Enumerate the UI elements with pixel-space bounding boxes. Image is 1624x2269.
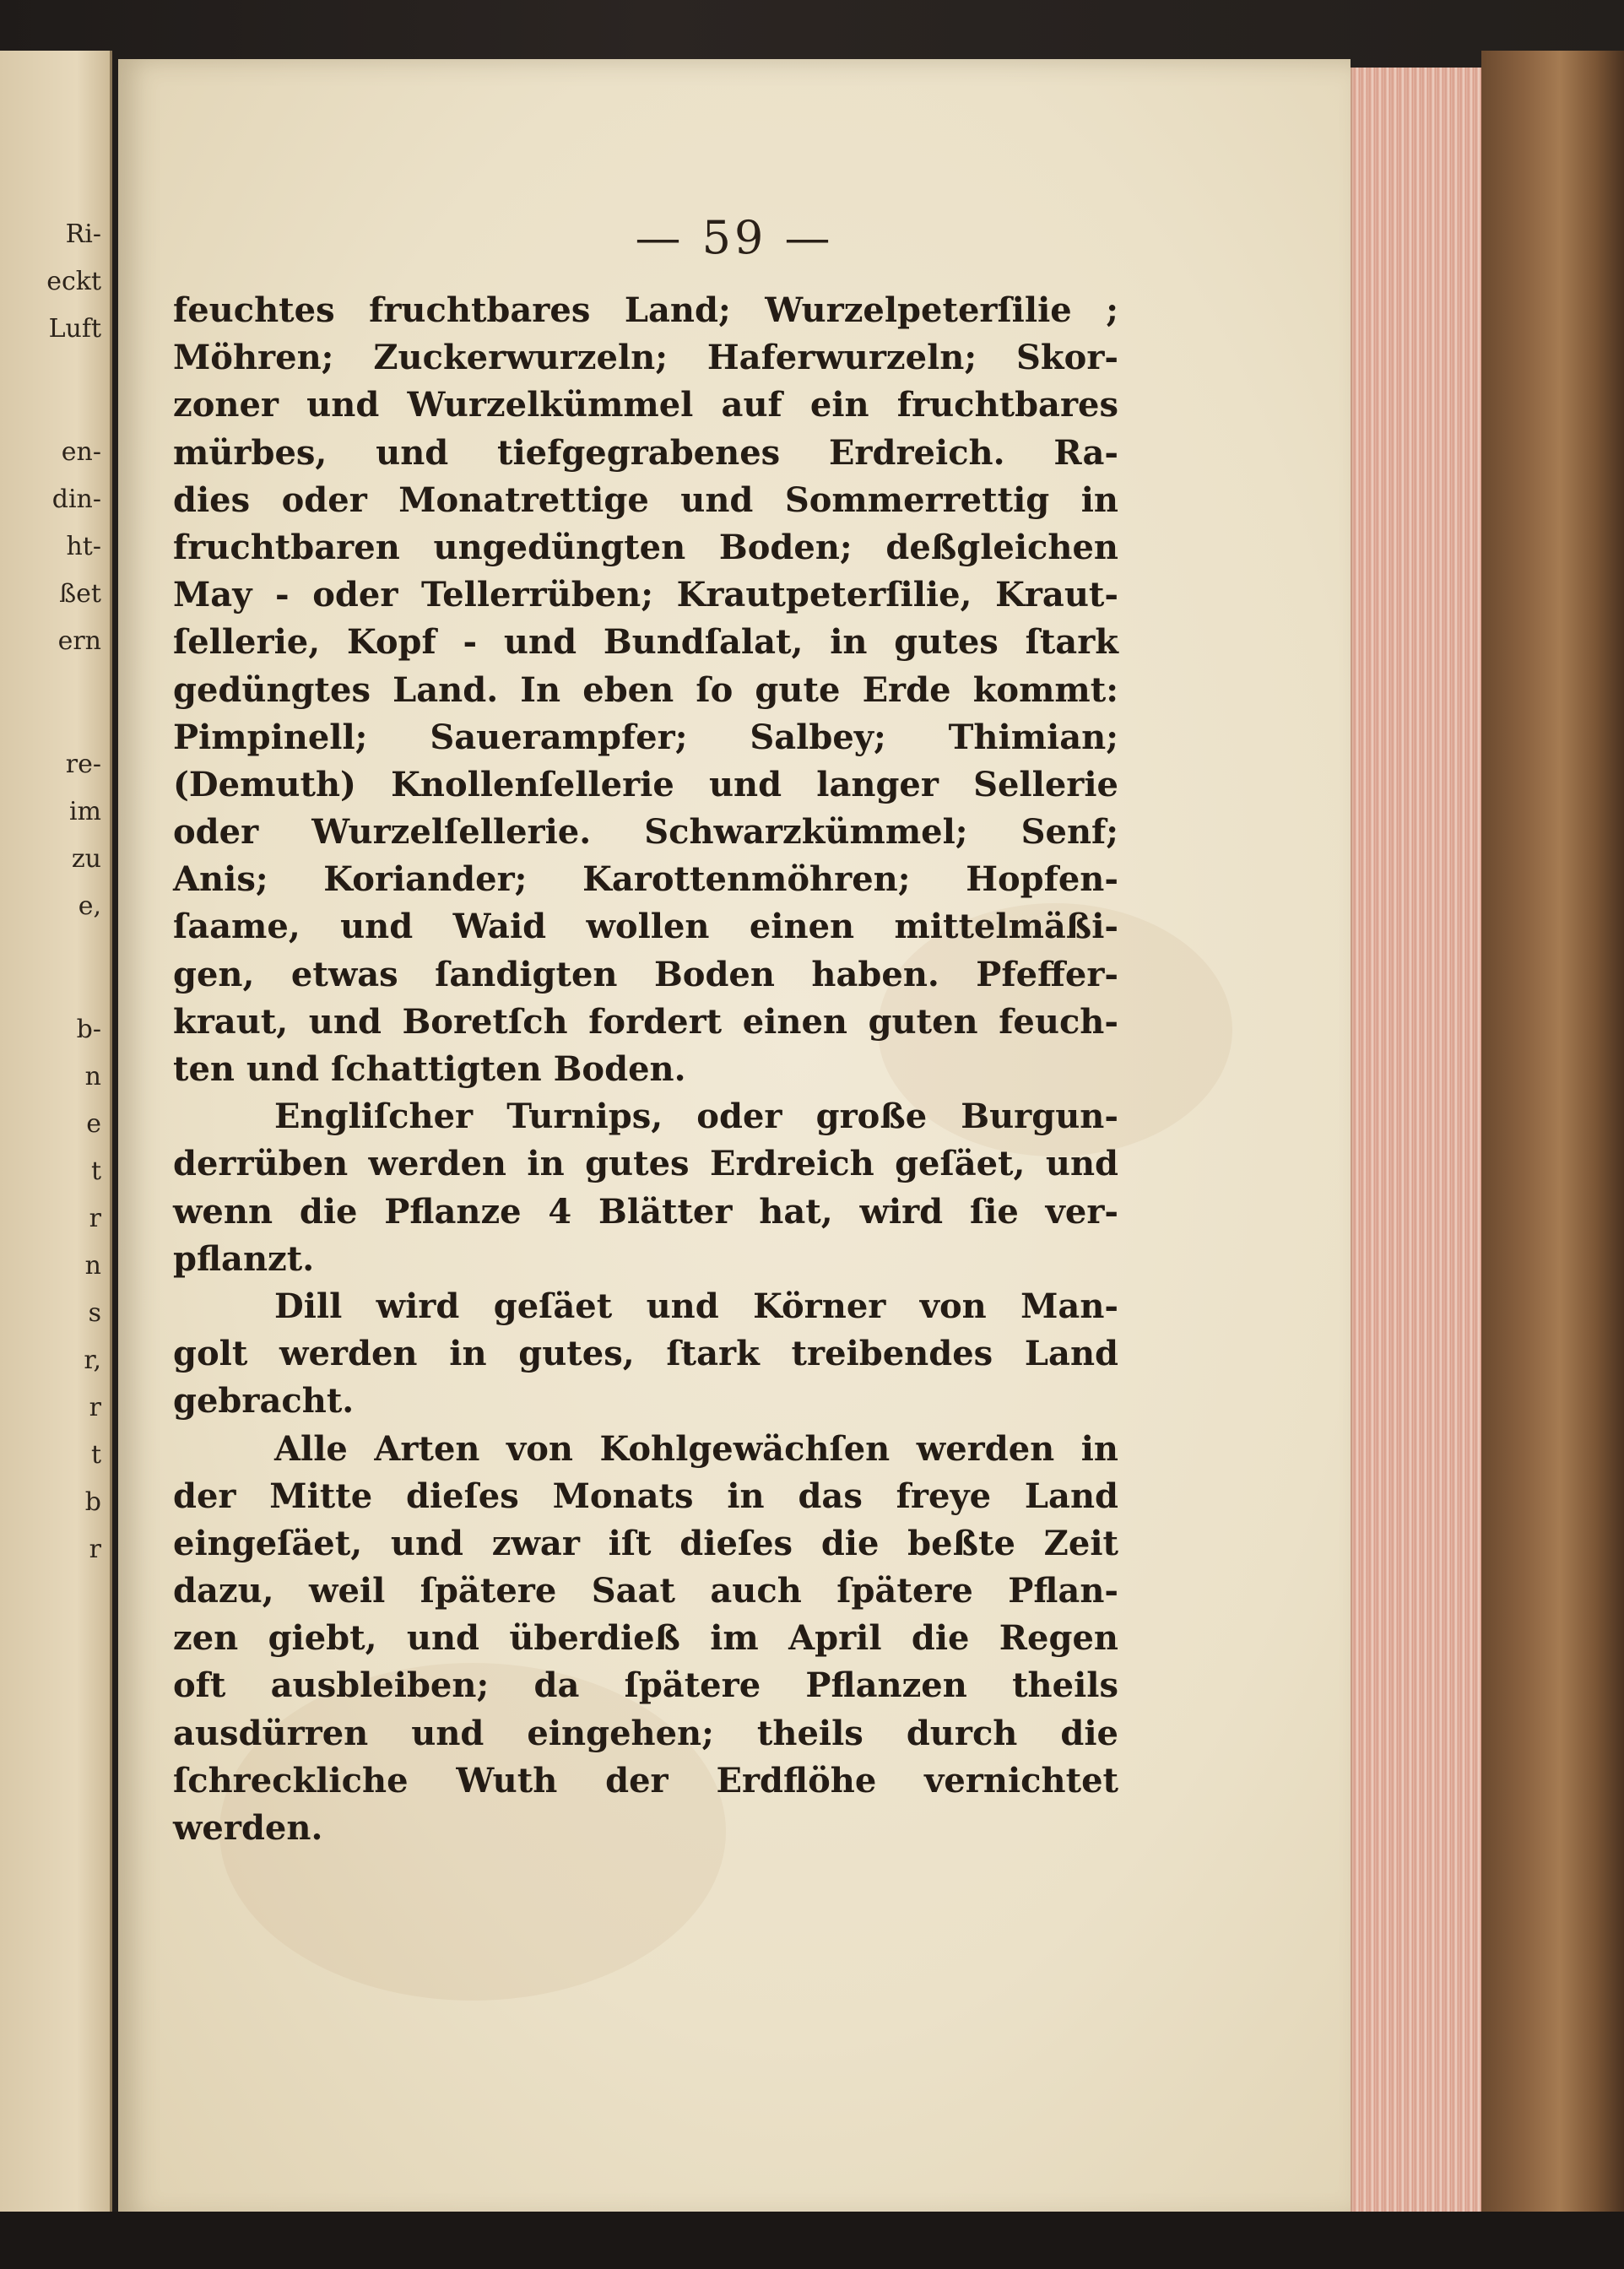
text-line: dazu, weil ſpätere Saat auch ſpätere Pflan- xyxy=(173,1571,1118,1611)
text-line: wenn die Pflanze 4 Blätter hat, wird ſie ver- xyxy=(173,1191,1118,1232)
text-line: ſaame, und Waid wollen einen mittelmäßi- xyxy=(173,907,1118,947)
paragraph xyxy=(173,1093,1118,1283)
right-page xyxy=(118,59,1351,2220)
text-line: gedüngtes Land. In eben ſo gute Erde kommt: xyxy=(173,669,1118,710)
text-line: Alle Arten von Kohlgewächſen werden in xyxy=(274,1428,1118,1469)
left-page-fragments xyxy=(15,211,108,1573)
text-line: mürbes, und tiefgegrabenes Erdreich. Ra- xyxy=(173,432,1118,473)
text-line: Möhren; Zuckerwurzeln; Haferwurzeln; Skor- xyxy=(173,338,1118,378)
text-line: golt werden in gutes, ſtark treibendes Land xyxy=(173,1334,1118,1374)
text-line: ſellerie, Kopf - und Bundſalat, in gutes ſtark xyxy=(173,622,1118,663)
left-fragment: en- xyxy=(61,437,101,467)
text-line: werden. xyxy=(173,1808,323,1848)
text-line: Dill wird geſäet und Körner von Man- xyxy=(274,1286,1118,1326)
text-line: ausdürren und eingehen; theils durch die xyxy=(173,1713,1118,1753)
left-fragment: zu xyxy=(71,844,101,874)
left-fragment: re- xyxy=(65,750,101,779)
left-fragment: n xyxy=(84,1251,101,1281)
text-line: zen giebt, und überdieß im April die Regen xyxy=(173,1618,1118,1659)
left-fragment: r, xyxy=(84,1346,101,1375)
left-fragment: r xyxy=(89,1535,101,1564)
text-line: ſchreckliche Wuth der Erdflöhe vernichtet xyxy=(173,1760,1118,1801)
leather-cover xyxy=(1481,51,1624,2237)
text-line: (Demuth) Knollenſellerie und langer Sellerie xyxy=(173,764,1118,804)
left-fragment: n xyxy=(84,1062,101,1091)
paragraph xyxy=(173,287,1118,1093)
text-line: Anis; Koriander; Karottenmöhren; Hopfen- xyxy=(173,859,1118,900)
left-fragment: b xyxy=(84,1487,101,1517)
left-fragment: r xyxy=(89,1204,101,1233)
left-fragment: eckt xyxy=(46,267,101,296)
text-line: zoner und Wurzelkümmel auf ein fruchtbares xyxy=(173,385,1118,425)
text-line: Pimpinell; Sauerampfer; Salbey; Thimian; xyxy=(173,717,1118,757)
text-line: oft ausbleiben; da ſpätere Pflanzen theils xyxy=(173,1665,1118,1706)
left-fragment: t xyxy=(90,1440,101,1470)
left-fragment: ht- xyxy=(66,532,101,561)
left-fragment: s xyxy=(88,1298,101,1328)
text-line: feuchtes fruchtbares Land; Wurzelpeterſilie ; xyxy=(173,290,1118,330)
text-line: May - oder Tellerrüben; Krautpeterſilie, Kraut- xyxy=(173,575,1118,615)
left-fragment: ern xyxy=(57,626,101,656)
page-text xyxy=(173,287,1118,1852)
table-surface xyxy=(0,2212,1624,2269)
left-fragment: t xyxy=(90,1156,101,1186)
text-line: Engliſcher Turnips, oder große Burgun- xyxy=(274,1097,1118,1137)
text-line: derrüben werden in gutes Erdreich geſäet, und xyxy=(173,1144,1118,1184)
text-line: eingeſäet, und zwar iſt dieſes die beßte Zeit xyxy=(173,1523,1118,1563)
paragraph xyxy=(173,1283,1118,1426)
text-line: gen, etwas ſandigten Boden haben. Pfeffer- xyxy=(173,954,1118,994)
left-fragment: Ri- xyxy=(65,219,101,249)
left-page xyxy=(0,51,112,2212)
left-fragment: e, xyxy=(78,891,101,921)
text-line: oder Wurzelſellerie. Schwarzkümmel; Senf; xyxy=(173,812,1118,853)
left-fragment: r xyxy=(89,1393,101,1422)
text-line: dies oder Monatrettige und Sommerrettig in xyxy=(173,479,1118,520)
text-line: pflanzt. xyxy=(173,1238,315,1279)
left-fragment: ßet xyxy=(59,579,101,609)
text-line: gebracht. xyxy=(173,1381,355,1422)
text-line: fruchtbaren ungedüngten Boden; deßgleichen xyxy=(173,527,1118,567)
left-fragment: e xyxy=(86,1109,101,1139)
left-fragment: im xyxy=(68,797,101,826)
left-fragment: b- xyxy=(76,1015,101,1044)
left-fragment: Luft xyxy=(48,314,101,344)
left-fragment: din- xyxy=(51,485,101,514)
paragraph xyxy=(173,1426,1118,1853)
page-number: — 59 — xyxy=(635,211,834,264)
text-line: der Mitte dieſes Monats in das freye Land xyxy=(173,1476,1118,1516)
page-edge xyxy=(1351,68,1487,2220)
text-line: kraut, und Boretſch fordert einen guten feuch- xyxy=(173,1001,1118,1042)
text-line: ten und ſchattigten Boden. xyxy=(173,1049,686,1089)
